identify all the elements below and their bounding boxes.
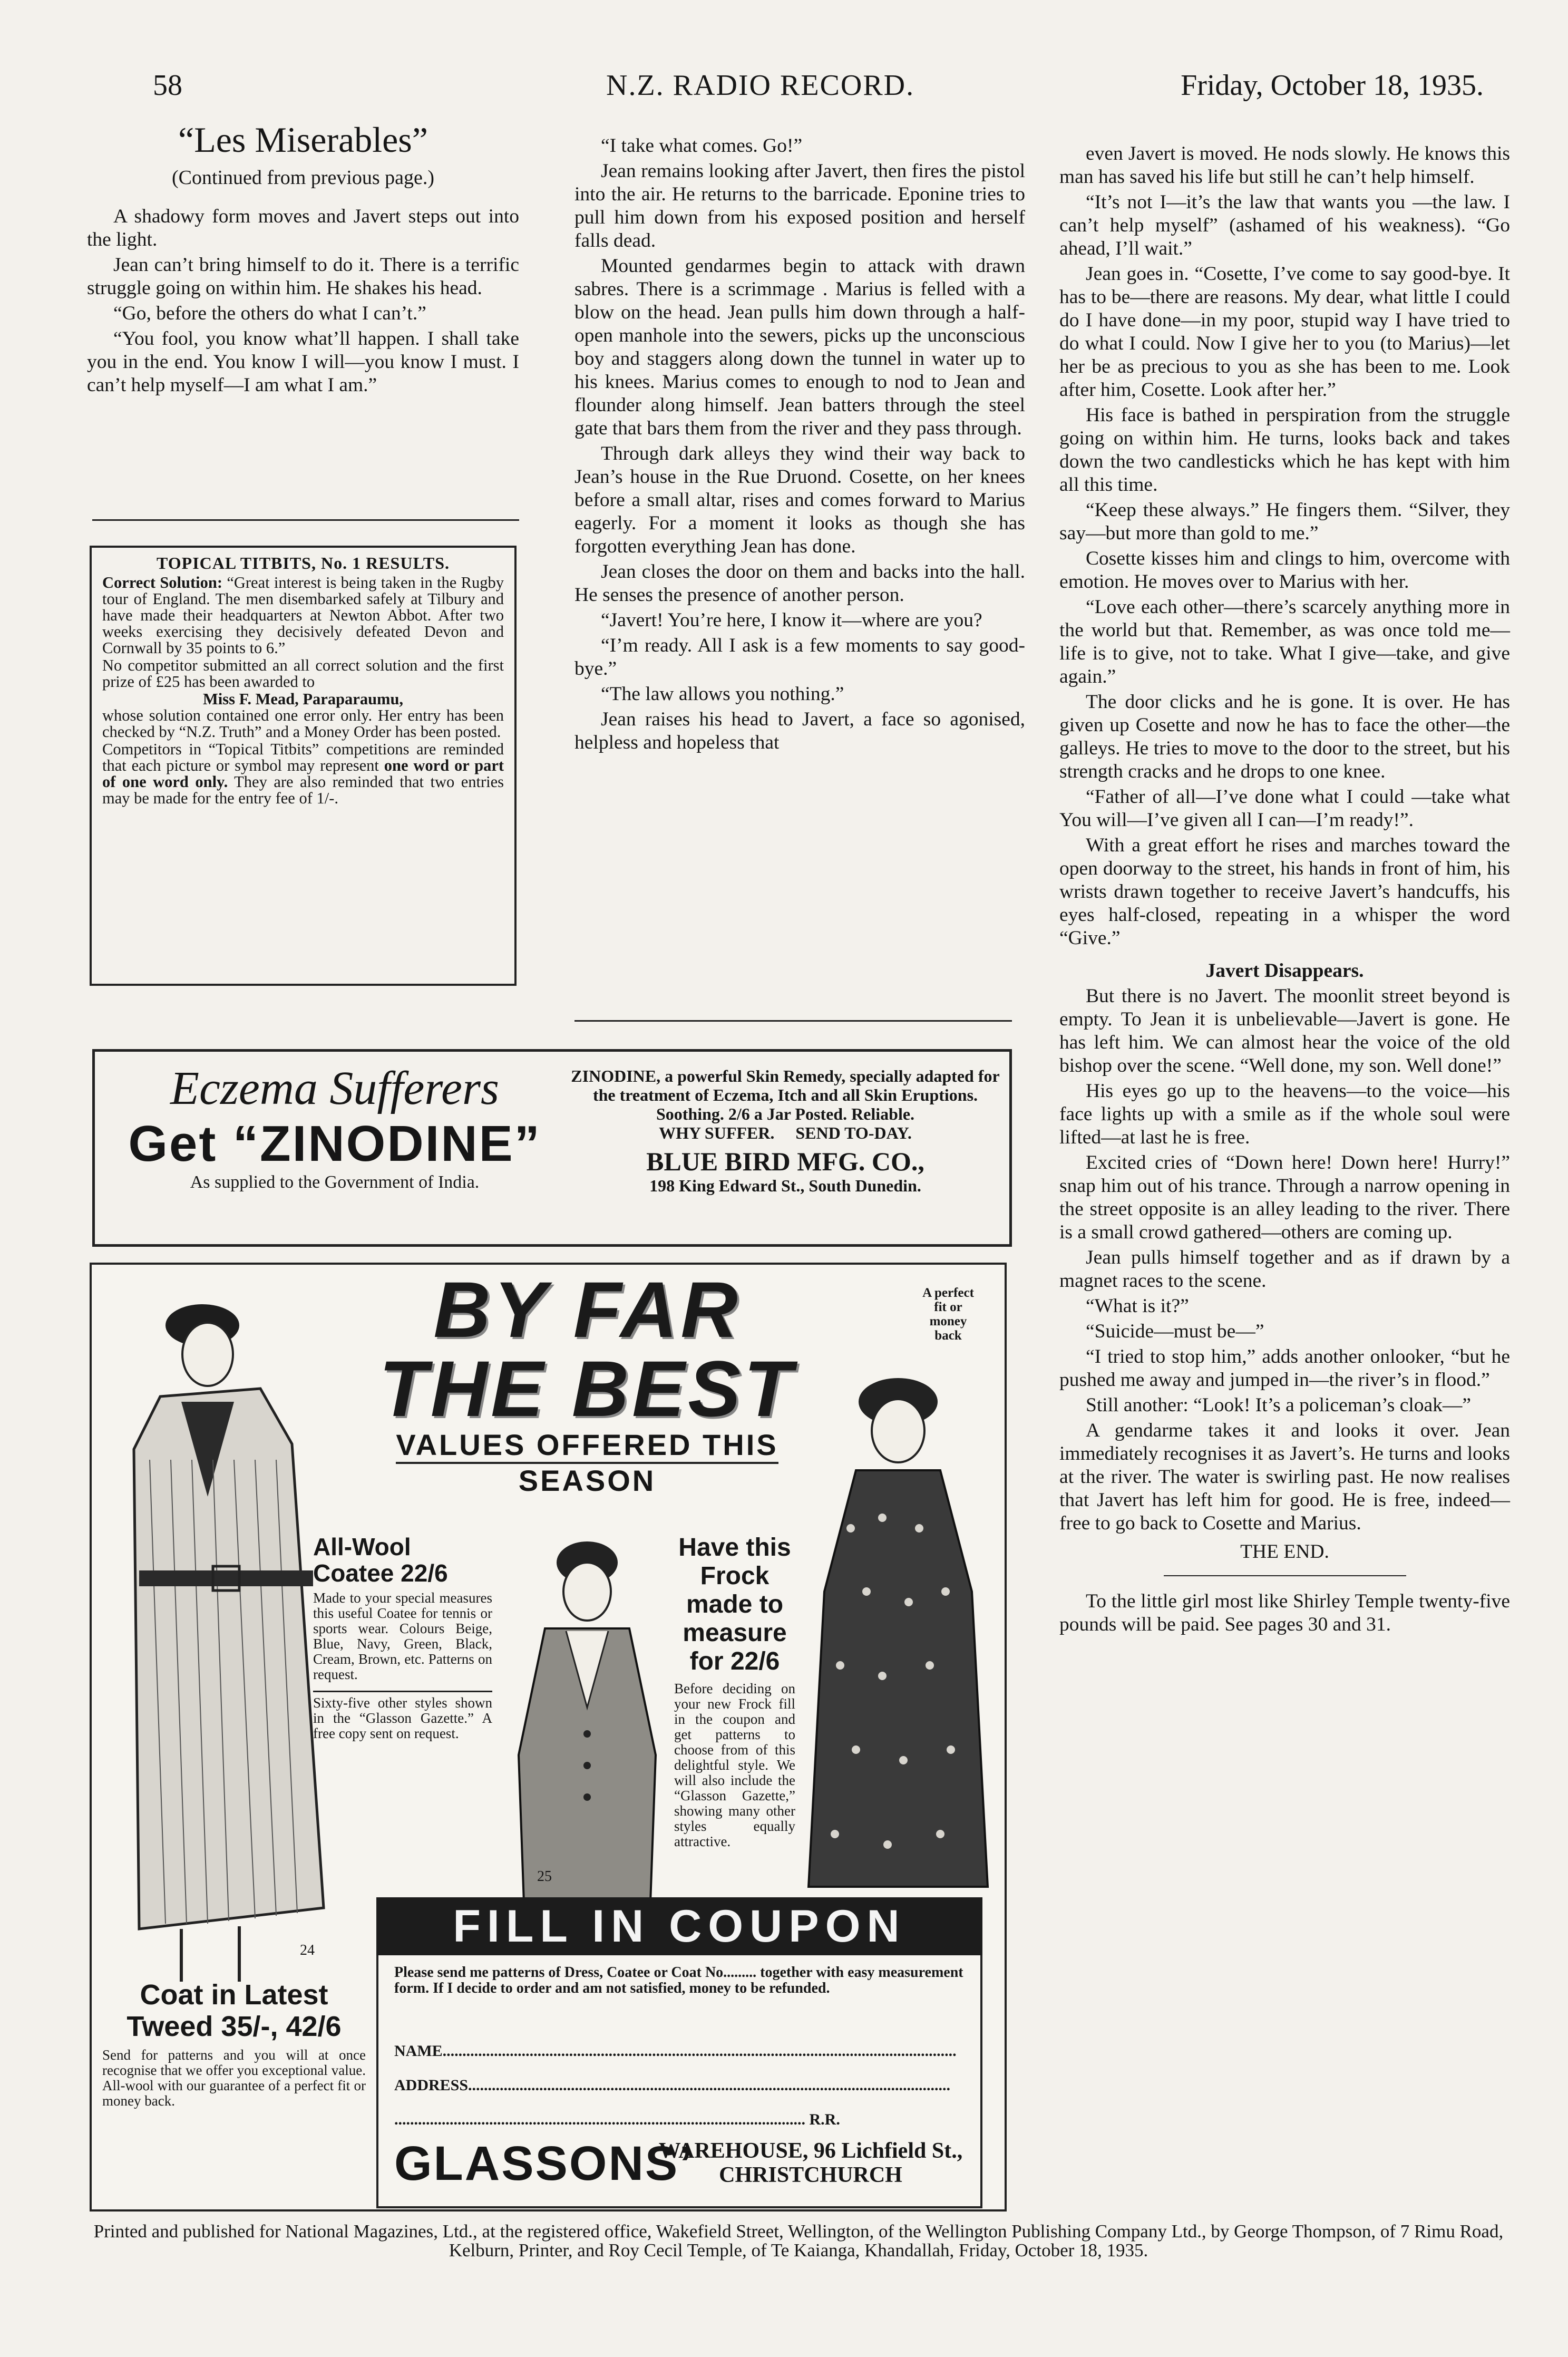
paragraph: Still another: “Look! It’s a policeman’s cloak—”	[1086, 1394, 1472, 1416]
by-far-banner	[355, 1265, 819, 1498]
page-number: 58	[153, 69, 182, 102]
name-label: NAME	[394, 2042, 443, 2060]
company-name: BLUE BIRD MFG. CO.,	[646, 1147, 924, 1176]
shirley-temple-notice: To the little girl most like Shirley Temple twenty-five pounds will be paid. See pages 30 and 31.	[1059, 1590, 1510, 1635]
the-end: THE END.	[1240, 1541, 1329, 1563]
address-label: ADDRESS	[394, 2077, 469, 2094]
paragraph: Jean can’t bring himself to do it. There is a terrific struggle going on within him. He shakes his head.	[87, 254, 519, 299]
zinodine-left	[111, 1062, 559, 1192]
titbits-detail: whose solution contained one error only. Her entry has been checked by “N.Z. Truth” and a Money Order has been posted.	[102, 706, 504, 741]
divider-rule	[92, 519, 519, 521]
reminder-text-2: They are also reminded that two entries may be made for the entry fee of 1/-.	[102, 773, 504, 807]
paragraph: Cosette kisses him and clings to him, overcome with emotion. He moves over to Marius with her.	[1059, 548, 1510, 593]
paragraph: “Father of all—I’ve done what I could —take what You will—I’ve given all I can—I’m ready!”.	[1059, 786, 1510, 831]
banner-by-far: BY FAR	[433, 1265, 741, 1354]
paragraph: “I tried to stop him,” adds another onlooker, “but he pushed me away and jumped in—the river’s in flood.”	[1059, 1346, 1510, 1391]
issue-date: Friday, October 18, 1935.	[1181, 69, 1484, 102]
coupon-extra-line[interactable]: ........................................................................................................ R.R.	[394, 2111, 840, 2128]
titbits-prize: No competitor submitted an all correct solution and the first prize of £25 has been awarded to	[102, 656, 504, 691]
reminder-bold: one word or part of one word only.	[102, 756, 504, 791]
divider-rule	[574, 1020, 1012, 1022]
coatee-heading: All-Wool Coatee 22/6	[313, 1533, 448, 1587]
coupon-instructions: Please send me patterns of Dress, Coatee or Coat No......... together with easy measurement form. If I decide to order and am not satisfied, money to be refunded.	[394, 1964, 963, 1996]
glassons-advert	[90, 1263, 1007, 2211]
paragraph: even Javert is moved. He nods slowly. He knows this man has saved his life but still he can’t help himself.	[1059, 143, 1510, 188]
tweed-coat-block	[102, 1979, 366, 2109]
solution-label: Correct Solution:	[102, 574, 222, 591]
paragraph: “I’m ready. All I ask is a few moments to say good-bye.”	[574, 635, 1025, 680]
titbits-reminder	[102, 741, 504, 807]
paragraph: “Love each other—there’s scarcely anything more in the world but that. Remember, as was once told me—life is to give, not to take. What I give—take, and give again.”	[1059, 596, 1510, 687]
zinodine-description: ZINODINE, a powerful Skin Remedy, specially adapted for the treatment of Eczema, Itch and all Skin Eruptions.	[571, 1066, 1000, 1104]
paragraph: But there is no Javert. The moonlit street beyond is empty. To Jean it is unbelievable—Javert is gone. He has left him. We can almost hear the voice of the old bishop over the scene. “Well done, my son. Well done!”	[1059, 985, 1510, 1076]
paragraph: “You fool, you know what’ll happen. I shall take you in the end. You know I will—you know I must. I can’t help myself—I am what I am.”	[87, 328, 519, 396]
continued-note: (Continued from previous page.)	[171, 167, 435, 189]
printer-imprint: Printed and published for National Magazines, Ltd., at the registered office, Wakefield Street, Wellington, of the Wellington Publishing Company Ltd., by George Thompson, of 7 Rimu Road, Kelburn, Printer, and Roy Cecil Temple, of Te Kaianga, Khandallah, Friday, October 18, 1935.	[93, 2221, 1504, 2261]
paragraph: His face is bathed in perspiration from the struggle going on within him. He turns, looks back and takes down the two candlesticks which he has kept with him all this time.	[1059, 404, 1510, 496]
paragraph: “What is it?”	[1086, 1295, 1189, 1317]
story-column-2	[574, 134, 1025, 756]
paragraph: “Go, before the others do what I can’t.”	[113, 303, 426, 324]
frock-heading: Have this Frock made to measure for 22/6	[678, 1534, 791, 1675]
paragraph: “It’s not I—it’s the law that wants you —the law. I can’t help myself” (ashamed of his weakness). “Go ahead, I’ll wait.”	[1059, 191, 1510, 259]
paragraph: Jean remains looking after Javert, then fires the pistol into the air. He returns to the barricade. Eponine tries to pull him down from his exposed position and herself falls dead.	[574, 160, 1025, 251]
paragraph: Mounted gendarmes begin to attack with drawn sabres. There is a scrimmage . Marius is felled with a blow on the head. Jean pulls him down through a half-open manhole into the sewers, picks up the unconscious boy and staggers along down the tunnel in water up to his knees. Marius comes to enough to nod to Jean and flounder along himself. Jean batters through the steel gate that bars them from the river and they pass through.	[574, 255, 1025, 439]
zinodine-right	[569, 1066, 1001, 1195]
titbits-solution	[102, 575, 504, 656]
order-coupon[interactable]	[376, 1955, 982, 2208]
titbits-title: TOPICAL TITBITS, No. 1 RESULTS.	[157, 554, 450, 573]
zinodine-advert	[92, 1049, 1012, 1247]
tweed-coat-text: Send for patterns and you will at once recognise that we offer you exceptional value. All-wool with our guarantee of a perfect fit or money back.	[102, 2047, 366, 2109]
zinodine-call: WHY SUFFER. SEND TO-DAY.	[659, 1123, 912, 1142]
titbits-results-box	[90, 546, 517, 986]
style-number-25: 25	[537, 1868, 552, 1885]
company-address: 198 King Edward St., South Dunedin.	[649, 1176, 921, 1195]
style-number-24: 24	[300, 1942, 315, 1958]
rr-code: R.R.	[809, 2111, 840, 2128]
paragraph: A gendarme takes it and looks it over. Jean immediately recognises it as Javert’s. He turns and looks at the river. The water is swirling past. He now realises that Javert has left him for good. He is free, indeed—free to go back to Cosette and Marius.	[1059, 1420, 1510, 1534]
paragraph: His eyes go up to the heavens—to the voice—his face lights up with a smile as if the whole soul were lifted—at last he is free.	[1059, 1080, 1510, 1148]
coatee-text: Made to your special measures this useful Coatee for tennis or sports wear. Colours Beige, Blue, Navy, Green, Black, Cream, Brown, etc. Patterns on request.	[313, 1590, 492, 1682]
paragraph: “Suicide—must be—”	[1086, 1321, 1264, 1342]
end-rule	[1164, 1575, 1406, 1576]
story-column-1	[87, 119, 519, 399]
zinodine-price: Soothing. 2/6 a Jar Posted. Reliable.	[656, 1104, 915, 1123]
supplied-note: As supplied to the Government of India.	[190, 1172, 480, 1192]
coupon-address-field[interactable]: ADDRESS..........................................................................................................................	[394, 2077, 951, 2094]
story-title: “Les Miserables”	[178, 120, 428, 160]
paragraph: Jean goes in. “Cosette, I’ve come to say good-bye. It has to be—there are reasons. My dear, what little I could do I have done—in my poor, stupid way I have tried to do what I could. Now I give her to you (to Marius)—let her be as precious to you as she has been to me. Look after him, Cosette. Look after her.”	[1059, 263, 1510, 401]
paragraph: A shadowy form moves and Javert steps out into the light.	[87, 206, 519, 250]
frock-block	[674, 1534, 795, 1849]
sixty-five-styles: Sixty-five other styles shown in the “Glasson Gazette.” A free copy sent on request.	[313, 1691, 492, 1741]
paragraph: Jean pulls himself together and as if drawn by a magnet races to the scene.	[1059, 1247, 1510, 1292]
banner-the-best: THE BEST	[379, 1344, 795, 1433]
coatee-woman-illustration	[498, 1534, 677, 1918]
get-zinodine: Get “ZINODINE”	[128, 1116, 541, 1172]
perfect-fit-note: A perfect fit or money back	[922, 1286, 974, 1343]
paragraph: Excited cries of “Down here! Down here! Hurry!” snap him out of his trance. Through a narrow opening in the street opposite is an alley leading to the river. There is a small crowd gathered—others are coming up.	[1059, 1152, 1510, 1243]
publication-title: N.Z. RADIO RECORD.	[606, 69, 915, 102]
paragraph: Through dark alleys they wind their way back to Jean’s house in the Rue Druond. Cosette, on her knees before a small altar, rises and comes forward to Marius eagerly. For a moment it looks as though she has forgotten everything Jean has done.	[574, 443, 1025, 557]
paragraph: “Javert! You’re here, I know it—where are you?	[601, 609, 982, 631]
values-offered: VALUES OFFERED THIS	[396, 1428, 778, 1464]
coatee-block	[313, 1534, 492, 1741]
paragraph: “I take what comes. Go!”	[601, 135, 803, 157]
fill-in-coupon-banner: FILL IN COUPON	[376, 1897, 982, 1955]
titbits-winner: Miss F. Mead, Paraparaumu,	[202, 690, 404, 708]
glassons-address: WAREHOUSE, 96 Lichfield St., CHRISTCHURCH	[658, 2139, 963, 2187]
eczema-headline: Eczema Sufferers	[170, 1062, 500, 1114]
paragraph: The door clicks and he is gone. It is over. He has given up Cosette and now he has to face the other—the galleys. He tries to move to the door to the street, but his strength cracks and he drops to one knee.	[1059, 691, 1510, 782]
glassons-logo: GLASSONS’	[394, 2137, 694, 2190]
paragraph: “Keep these always.” He fingers them. “Silver, they say—but more than gold to me.”	[1059, 499, 1510, 544]
paragraph: “The law allows you nothing.”	[601, 683, 844, 705]
subheading: Javert Disappears.	[1205, 960, 1364, 982]
paragraph: Jean raises his head to Javert, a face so agonised, helpless and hopeless that	[574, 709, 1025, 753]
frock-text: Before deciding on your new Frock fill in the coupon and get patterns to choose from of this delightful style. We will also include the “Glasson Gazette,” showing many other styles equally attractive.	[674, 1681, 795, 1849]
frock-woman-illustration	[793, 1370, 998, 1897]
paragraph: With a great effort he rises and marches toward the open doorway to the street, his hands in front of him, his wrists drawn together to receive Javert’s handcuffs, his eyes half-closed, repeating in a whisper the word “Give.”	[1059, 835, 1510, 949]
tweed-coat-heading: Coat in Latest Tweed 35/-, 42/6	[126, 1979, 342, 2042]
solution-text: “Great interest is being taken in the Rugby tour of England. The men disembarked safely at Tilbury and have made their headquarters at Newton Abbot. After two weeks exercising they decisively defeated Devon and Cornwall by 35 points to 6.”	[102, 574, 504, 657]
coupon-name-field[interactable]: NAME..................................................................................................................................	[394, 2042, 957, 2060]
story-column-3	[1059, 142, 1510, 1638]
reminder-text: Competitors in “Topical Titbits” competitions are reminded that each picture or symbol may represent	[102, 740, 504, 774]
values-season: SEASON	[518, 1464, 656, 1497]
paragraph: Jean closes the door on them and backs into the hall. He senses the presence of another person.	[574, 561, 1025, 606]
